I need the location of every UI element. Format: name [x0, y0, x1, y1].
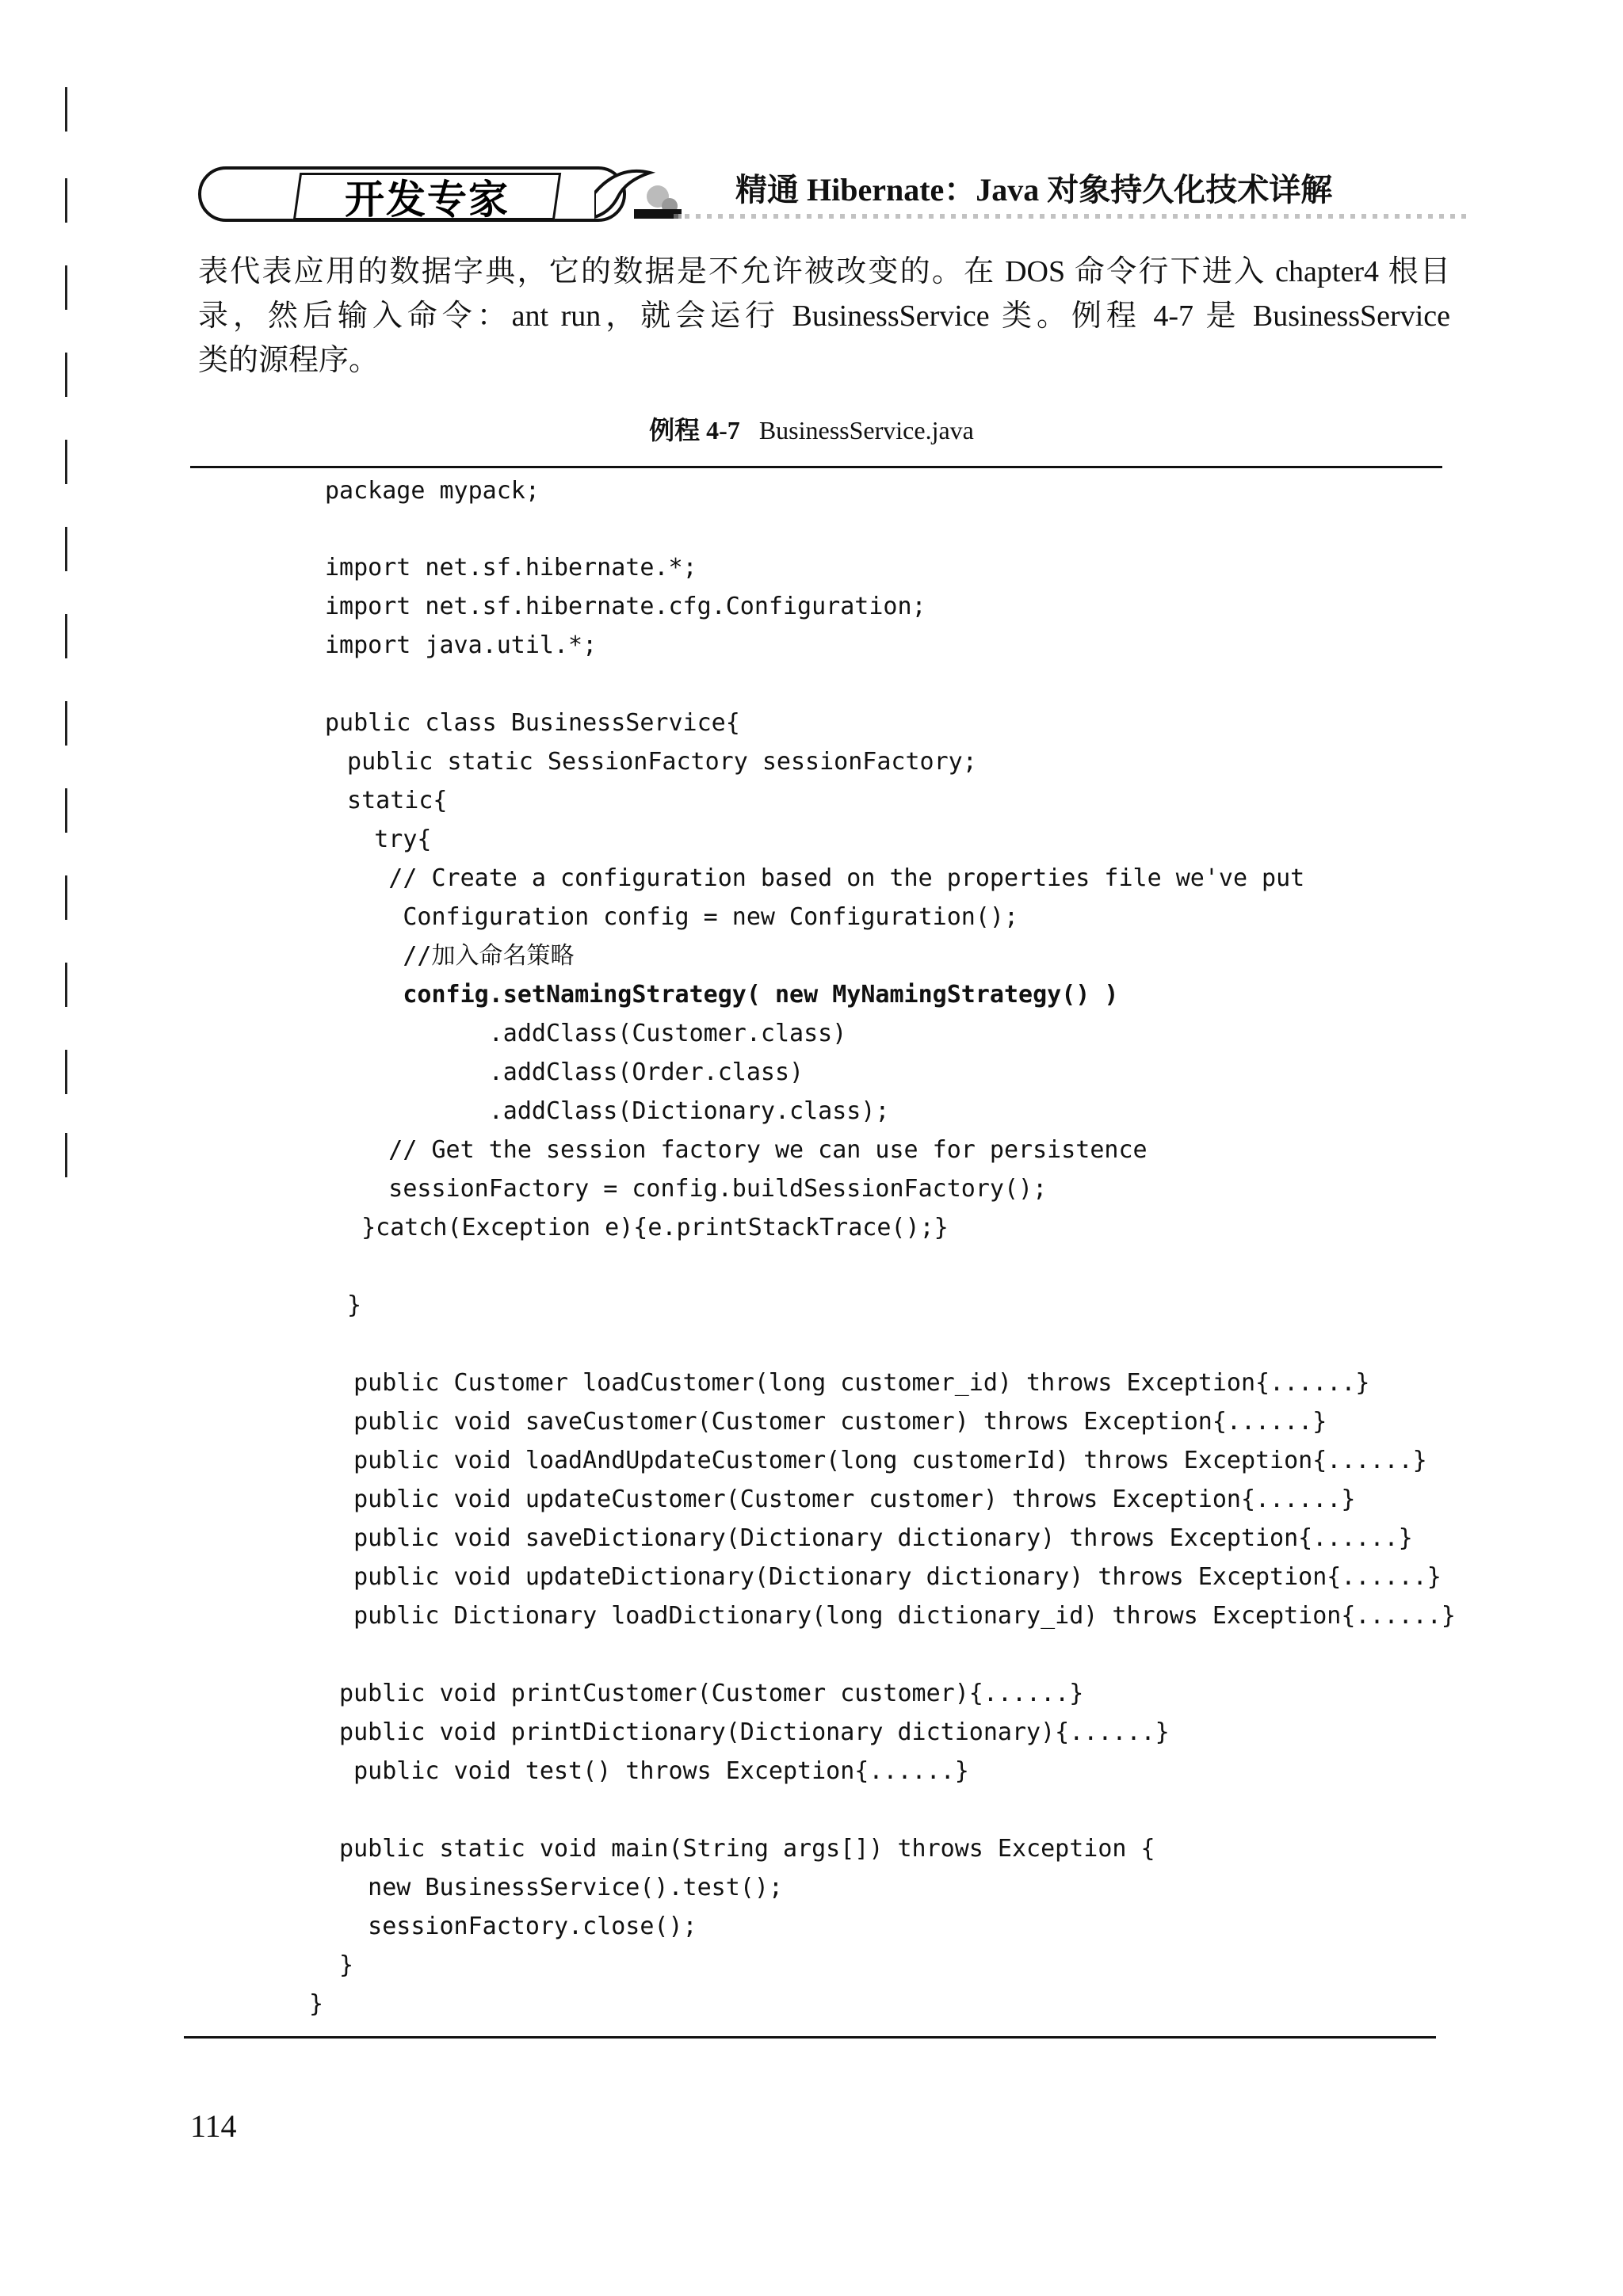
- code-line: public void loadAndUpdateCustomer(long customerId) throws Exception{......}: [325, 1447, 1427, 1474]
- code-line: }: [309, 1990, 324, 2018]
- code-line: config.setNamingStrategy( new MyNamingStrategy() ): [317, 981, 1119, 1009]
- code-line: public void printDictionary(Dictionary dictionary){......}: [325, 1718, 1170, 1746]
- code-line: import net.sf.hibernate.*;: [325, 554, 697, 582]
- series-logo-box: [293, 173, 561, 223]
- code-line: }: [333, 1291, 362, 1319]
- margin-mark: [65, 1133, 67, 1177]
- code-line: import java.util.*;: [325, 631, 598, 659]
- header-rule: [674, 214, 1466, 219]
- code-line: public void updateDictionary(Dictionary dictionary) throws Exception{......}: [325, 1563, 1442, 1591]
- logo-swoosh-icon: [594, 165, 682, 222]
- book-title: 精通 Hibernate：Java 对象持久化技术详解: [735, 172, 1333, 208]
- margin-mark: [65, 614, 67, 658]
- listing-label: 例程 4-7: [649, 416, 740, 444]
- margin-mark: [65, 178, 67, 223]
- page-number: 114: [190, 2108, 237, 2144]
- listing-bottom-rule: [184, 2036, 1436, 2039]
- code-line: .addClass(Order.class): [317, 1058, 804, 1086]
- code-line: .addClass(Customer.class): [317, 1020, 847, 1047]
- code-line: public Customer loadCustomer(long customer_id) throws Exception{......}: [325, 1369, 1370, 1397]
- code-line: }catch(Exception e){e.printStackTrace();}: [333, 1214, 949, 1241]
- paragraph-line: 类的源程序。: [198, 344, 380, 377]
- code-line: package mypack;: [325, 477, 540, 505]
- margin-mark: [65, 353, 67, 397]
- code-line: public void saveDictionary(Dictionary dictionary) throws Exception{......}: [325, 1524, 1413, 1552]
- code-line: new BusinessService().test();: [325, 1874, 783, 1901]
- code-line: sessionFactory = config.buildSessionFactory();: [317, 1175, 1048, 1203]
- listing-caption: [0, 410, 1623, 447]
- code-line: public void updateCustomer(Customer customer) throws Exception{......}: [325, 1486, 1356, 1513]
- code-line: static{: [333, 787, 448, 814]
- binding-margin-marks: [65, 87, 68, 1157]
- code-line: public Dictionary loadDictionary(long dictionary_id) throws Exception{......}: [325, 1602, 1456, 1630]
- body-paragraph: [198, 250, 1450, 383]
- paragraph-line: 录，然后输入命令：ant run，就会运行 BusinessService 类。例程 4-7 是 BusinessService: [198, 299, 1450, 333]
- margin-mark: [65, 875, 67, 920]
- margin-mark: [65, 788, 67, 833]
- code-line: public void test() throws Exception{......}: [325, 1757, 969, 1785]
- margin-mark: [65, 1050, 67, 1094]
- code-line: //加入命名策略: [317, 942, 575, 970]
- margin-mark: [65, 87, 67, 132]
- code-line: }: [325, 1951, 354, 1979]
- margin-mark: [65, 265, 67, 310]
- paragraph-line: 表代表应用的数据字典，它的数据是不允许被改变的。在 DOS 命令行下进入 chapter4 根目: [198, 255, 1450, 288]
- margin-mark: [65, 701, 67, 746]
- listing-filename: BusinessService.java: [758, 416, 974, 444]
- code-line: public void saveCustomer(Customer customer) throws Exception{......}: [325, 1408, 1327, 1436]
- code-line: // Create a configuration based on the properties file we've put: [317, 864, 1305, 892]
- code-line: .addClass(Dictionary.class);: [317, 1097, 890, 1125]
- margin-mark: [65, 527, 67, 571]
- code-line: public static void main(String args[]) throws Exception {: [325, 1835, 1155, 1863]
- code-line: Configuration config = new Configuration();: [317, 903, 1019, 931]
- code-line: // Get the session factory we can use for persistence: [317, 1136, 1148, 1164]
- series-logo-text: 开发专家: [345, 177, 510, 223]
- code-line: public void printCustomer(Customer customer){......}: [325, 1680, 1084, 1707]
- code-line: sessionFactory.close();: [325, 1913, 697, 1940]
- margin-mark: [65, 963, 67, 1007]
- listing-top-rule: [190, 466, 1442, 468]
- running-header: [198, 158, 1434, 230]
- code-line: public static SessionFactory sessionFactory;: [333, 748, 977, 776]
- code-line: public class BusinessService{: [325, 709, 740, 737]
- series-logo: [198, 166, 626, 222]
- code-line: import net.sf.hibernate.cfg.Configuration;: [325, 593, 926, 620]
- code-line: try{: [317, 826, 432, 853]
